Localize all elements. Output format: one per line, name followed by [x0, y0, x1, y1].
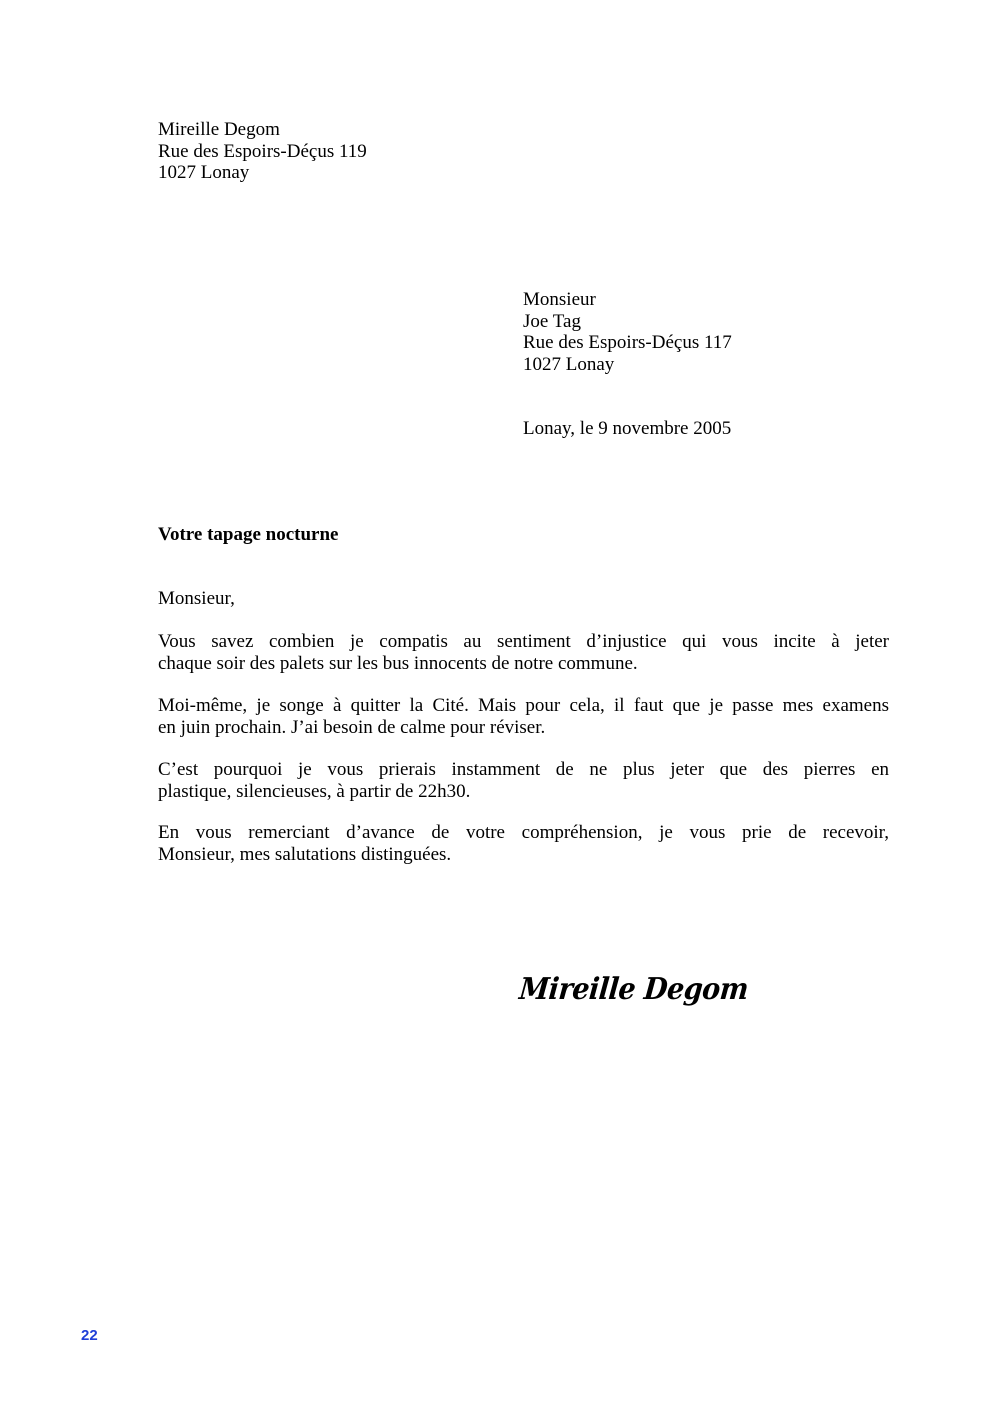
paragraph-line: Moi-même, je songe à quitter la Cité. Mais pour cela, il faut que je passe mes examens [158, 695, 889, 716]
letter-subject: Votre tapage nocturne [158, 524, 339, 545]
salutation: Monsieur, [158, 588, 235, 609]
paragraph-line: Monsieur, mes salutations distinguées. [158, 843, 452, 865]
recipient-street: Rue des Espoirs-Déçus 117 [523, 332, 732, 353]
handwritten-signature: Mireille Degom [517, 972, 750, 1007]
sender-city: 1027 Lonay [158, 162, 250, 183]
paragraph-line: chaque soir des palets sur les bus innocents de notre commune. [158, 652, 638, 674]
letter-date: Lonay, le 9 novembre 2005 [523, 418, 732, 439]
page-number: 22 [81, 1327, 98, 1344]
body-paragraph [158, 695, 889, 738]
recipient-address [523, 289, 732, 375]
paragraph-line: En vous remerciant d’avance de votre compréhension, je vous prie de recevoir, [158, 822, 889, 843]
paragraph-line: en juin prochain. J’ai besoin de calme pour réviser. [158, 716, 546, 738]
body-paragraph [158, 822, 889, 865]
paragraph-line: plastique, silencieuses, à partir de 22h30. [158, 780, 471, 802]
recipient-city: 1027 Lonay [523, 353, 615, 375]
body-paragraph [158, 631, 889, 674]
sender-address [158, 119, 367, 184]
paragraph-line: Vous savez combien je compatis au sentiment d’injustice qui vous incite à jeter [158, 631, 889, 652]
body-paragraph [158, 759, 889, 802]
sender-name: Mireille Degom [158, 119, 280, 140]
paragraph-line: C’est pourquoi je vous prierais instamment de ne plus jeter que des pierres en [158, 759, 889, 780]
recipient-title: Monsieur [523, 289, 596, 310]
recipient-name: Joe Tag [523, 310, 581, 332]
sender-street: Rue des Espoirs-Déçus 119 [158, 140, 367, 162]
